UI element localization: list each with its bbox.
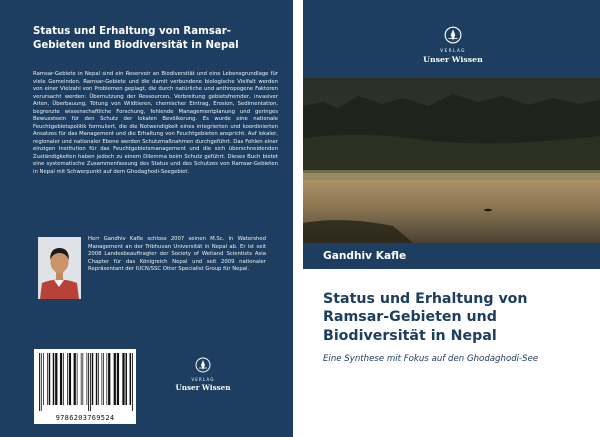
front-book-subtitle: Eine Synthese mit Fokus auf den Ghodaghodi-See bbox=[323, 354, 539, 364]
publisher-emblem-icon bbox=[195, 357, 211, 373]
back-cover-description: Ramsar-Gebiete in Nepal sind ein Reservoir an Biodiversität und eine Lebensgrundlage für viele Gemeinden. Ramsar-Gebiete und die damit verbundene biologische Vielfalt werden von einer Vielzahl von Problemen geplagt, die durch natürliche und anthropogene Faktoren verursacht werden: Übernutzung der Ressourcen, Verbreitung gebietsfremder, invasiver Arten, Überbauung, Tötung von Wildtieren, chemischer Eintrag, Erosion, Sedimentation, begrenzte wissenschaftliche Forschung, fehlende Managementplanung und geringes Bewusstsein für den Schutz der lokalen Bevölkerung. Es wurde eine nationale Feuchtgebietspolitik formuliert, die die Notwendigkeit eines integrierten und koordinierten Ansatzes für das Management und die Erhaltung von Feuchtgebieten anspricht. Auf lokaler, regionaler und nationaler Ebene werden Schutzmaßnahmen durchgeführt. Das Fehlen einer einzigen Institution für das Feuchtgebietsmanagement und die sich überschneidenden Zuständigkeiten haben jedoch zu einem Dilemma beim Schutz geführt. Dieses Buch bietet eine systematische Zusammenfassung des Status und des Schutzes von Ramsar-Gebieten in Nepal mit Schwerpunkt auf dem Ghodaghodi-Seegebiet. bbox=[33, 71, 278, 175]
front-book-title: Status und Erhaltung von Ramsar-Gebieten und Biodiversität in Nepal bbox=[323, 291, 528, 344]
isbn-barcode bbox=[34, 349, 136, 424]
barcode-bars bbox=[37, 353, 133, 411]
cover-photo-lake bbox=[303, 78, 600, 243]
back-publisher-verlag: VERLAG bbox=[191, 377, 215, 382]
publisher-emblem-icon bbox=[444, 26, 462, 44]
author-band bbox=[303, 243, 600, 269]
front-publisher-verlag: VERLAG bbox=[440, 49, 466, 54]
barcode-number: 9786203769524 bbox=[55, 414, 115, 422]
back-publisher-name: Unser Wissen bbox=[175, 383, 231, 392]
front-cover bbox=[303, 0, 600, 437]
author-photo bbox=[38, 237, 81, 299]
spine-gap bbox=[293, 0, 303, 437]
back-cover-title: Status und Erhaltung von Ramsar-Gebieten und Biodiversität in Nepal bbox=[33, 26, 239, 51]
front-publisher-logo bbox=[403, 26, 503, 64]
author-bio: Herr Gandhiv Kafle schloss 2007 seinen M.Sc. in Watershed Management an der Tribhuvan Universität in Nepal ab. Er ist seit 2008 Landesbeauftragter der Society of Wetland Scientists Asia Chapter für das Königreich Nepal und seit 2009 nationaler Repräsentant der IUCN/SSC Otter Specialist Group für Nepal. bbox=[88, 236, 266, 273]
front-author-name: Gandhiv Kafle bbox=[323, 250, 407, 262]
front-header-band bbox=[303, 0, 600, 78]
back-cover bbox=[0, 0, 293, 437]
back-publisher-logo bbox=[168, 357, 238, 392]
front-publisher-name: Unser Wissen bbox=[423, 55, 483, 64]
